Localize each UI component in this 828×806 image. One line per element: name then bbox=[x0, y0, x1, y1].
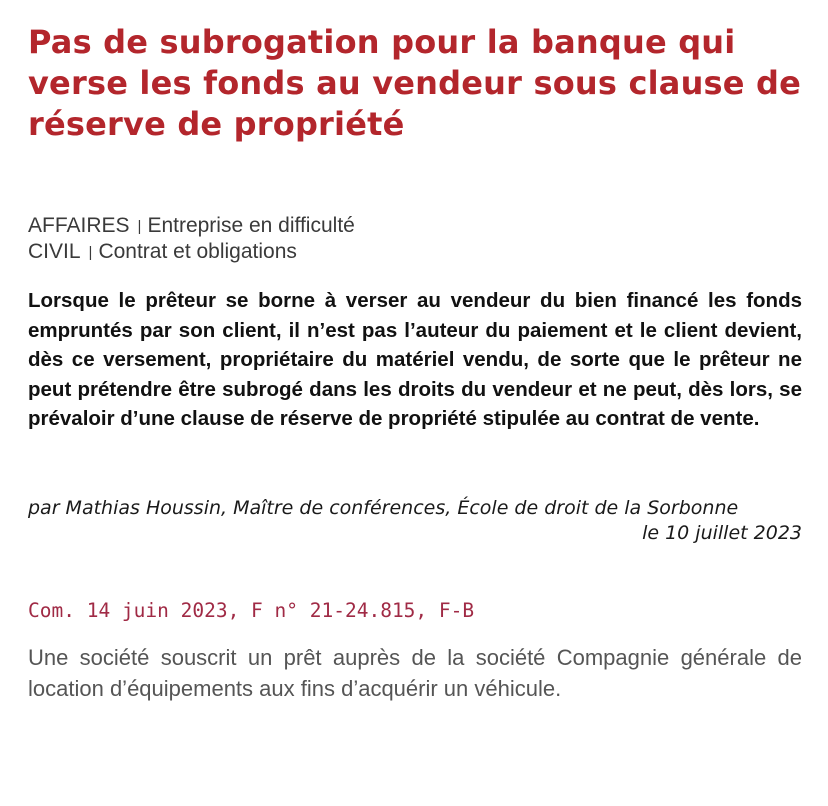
category-separator: | bbox=[88, 244, 93, 261]
category-list bbox=[28, 213, 802, 265]
category-domain[interactable]: CIVIL bbox=[28, 240, 81, 263]
decision-reference[interactable]: Com. 14 juin 2023, F n° 21-24.815, F-B bbox=[28, 598, 475, 622]
publication-date: le 10 juillet 2023 bbox=[642, 521, 802, 544]
category-separator: | bbox=[137, 218, 142, 235]
article-title: Pas de subrogation pour la banque qui verse les fonds au vendeur sous clause de réserve de propriété bbox=[28, 23, 802, 143]
article-body: Une société souscrit un prêt auprès de la société Compagnie générale de location d’équipements aux fins d’acquérir un véhicule. bbox=[28, 644, 802, 701]
article-abstract: Lorsque le prêteur se borne à verser au vendeur du bien financé les fonds empruntés par son client, il n’est pas l’auteur du paiement et le client devient, dès ce versement, propriétaire du matériel vendu, de sorte que le prêteur ne peut prétendre être subrogé dans les droits du vendeur et ne peut, dès lors, se prévaloir d’une clause de réserve de propriété stipulée au contrat de vente. bbox=[28, 289, 802, 431]
category-topic[interactable]: Contrat et obligations bbox=[98, 240, 297, 263]
article bbox=[28, 22, 802, 704]
category-topic[interactable]: Entreprise en difficulté bbox=[147, 214, 355, 237]
author-line: par Mathias Houssin, Maître de conférences, École de droit de la Sorbonne bbox=[28, 496, 739, 519]
category-row-affaires bbox=[28, 213, 802, 239]
category-row-civil bbox=[28, 239, 802, 265]
category-domain[interactable]: AFFAIRES bbox=[28, 214, 130, 237]
